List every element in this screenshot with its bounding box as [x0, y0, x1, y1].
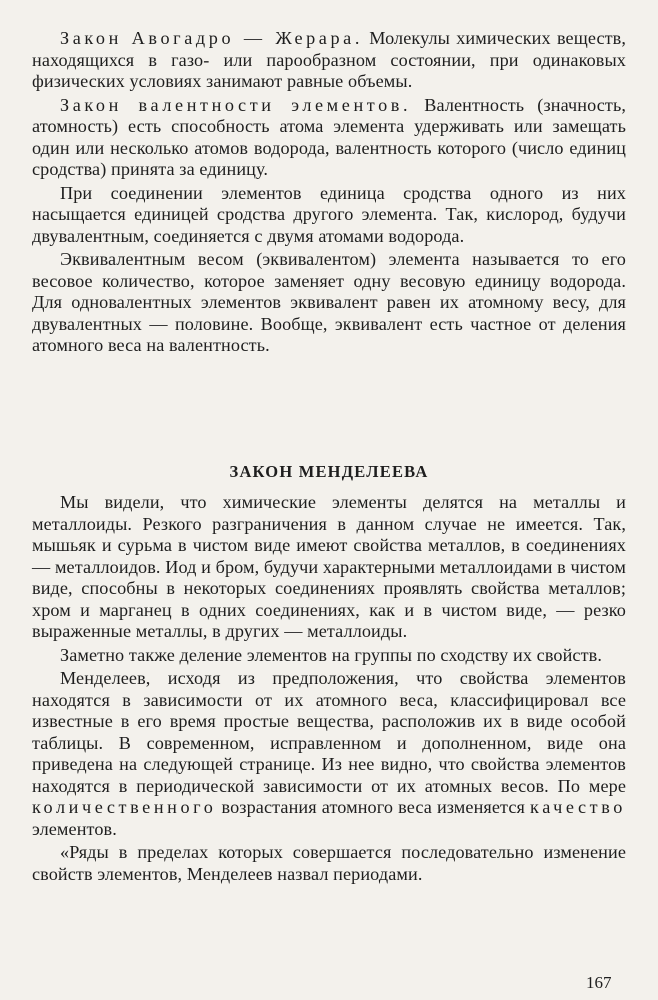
paragraph-periods: «Ряды в пределах которых совершается последовательно изменение свойств элементов, Менделеев назвал периодами.	[32, 842, 626, 884]
term-valence: Закон валентности элементов.	[60, 94, 412, 115]
paragraph-avogadro-law: Закон Авогадро — Жерара. Молекулы химических веществ, находящихся в газо- или парообразном состоянии, при одинаковых физических условиях занимают равные объемы.	[32, 28, 626, 91]
paragraph-metals: Мы видели, что химические элементы делятся на металлы и металлоиды. Резкого разграничения в данном случае не имеется. Так, мышьяк и сурьма в чистом виде имеют свойства металлов, в соединениях — металлоидов. Иод и бром, будучи характерными металлоидами в чистом виде, способны в некоторых соединениях проявлять свойства металлов; хром и марганец в одних соединениях, как и в чистом виде, — резко выраженные металлы, в других — металлоиды.	[32, 492, 626, 641]
page-number: 167	[586, 973, 612, 992]
term-avogadro: Закон Авогадро — Жерара.	[60, 28, 363, 48]
paragraph-affinity: При соединении элементов единица сродства одного из них насыщается единицей сродства другого элемента. Так, кислород, будучи двувалентным, соединяется с двумя атомами водорода.	[32, 182, 626, 246]
paragraph-valence-law: Закон валентности элементов. Валентность (значность, атомность) есть способность атома элемента удерживать или замещать один или несколько атомов водорода, валентность которого (число единиц сродства) принята за единицу.	[32, 94, 626, 179]
paragraph-mendeleev: Менделеев, исходя из предположения, что свойства элементов находятся в зависимости от их атомного веса, классифицировал все известные в его время простые вещества, расположив их в виде особой таблицы. В современном, исправленном и дополненном, виде она приведена на следующей странице. Из нее видно, что свойства элементов находятся в периодической зависимости от их атомных весов. По мере количественного возрастания атомного веса изменяется качество элементов.	[32, 668, 626, 839]
paragraph-equivalent: Эквивалентным весом (эквивалентом) элемента называется то его весовое количество, которое заменяет одну весовую единицу водорода. Для одновалентных элементов эквивалент равен их атомному весу, для двувалентных — половине. Вообще, эквивалент есть частное от деления атомного веса на валентность.	[32, 249, 626, 355]
paragraph-groups: Заметно также деление элементов на группы по сходству их свойств.	[60, 644, 602, 665]
text-block-bottom	[32, 492, 626, 887]
section-heading: ЗАКОН МЕНДЕЛЕЕВА	[229, 462, 429, 481]
text-block-top	[32, 28, 626, 359]
